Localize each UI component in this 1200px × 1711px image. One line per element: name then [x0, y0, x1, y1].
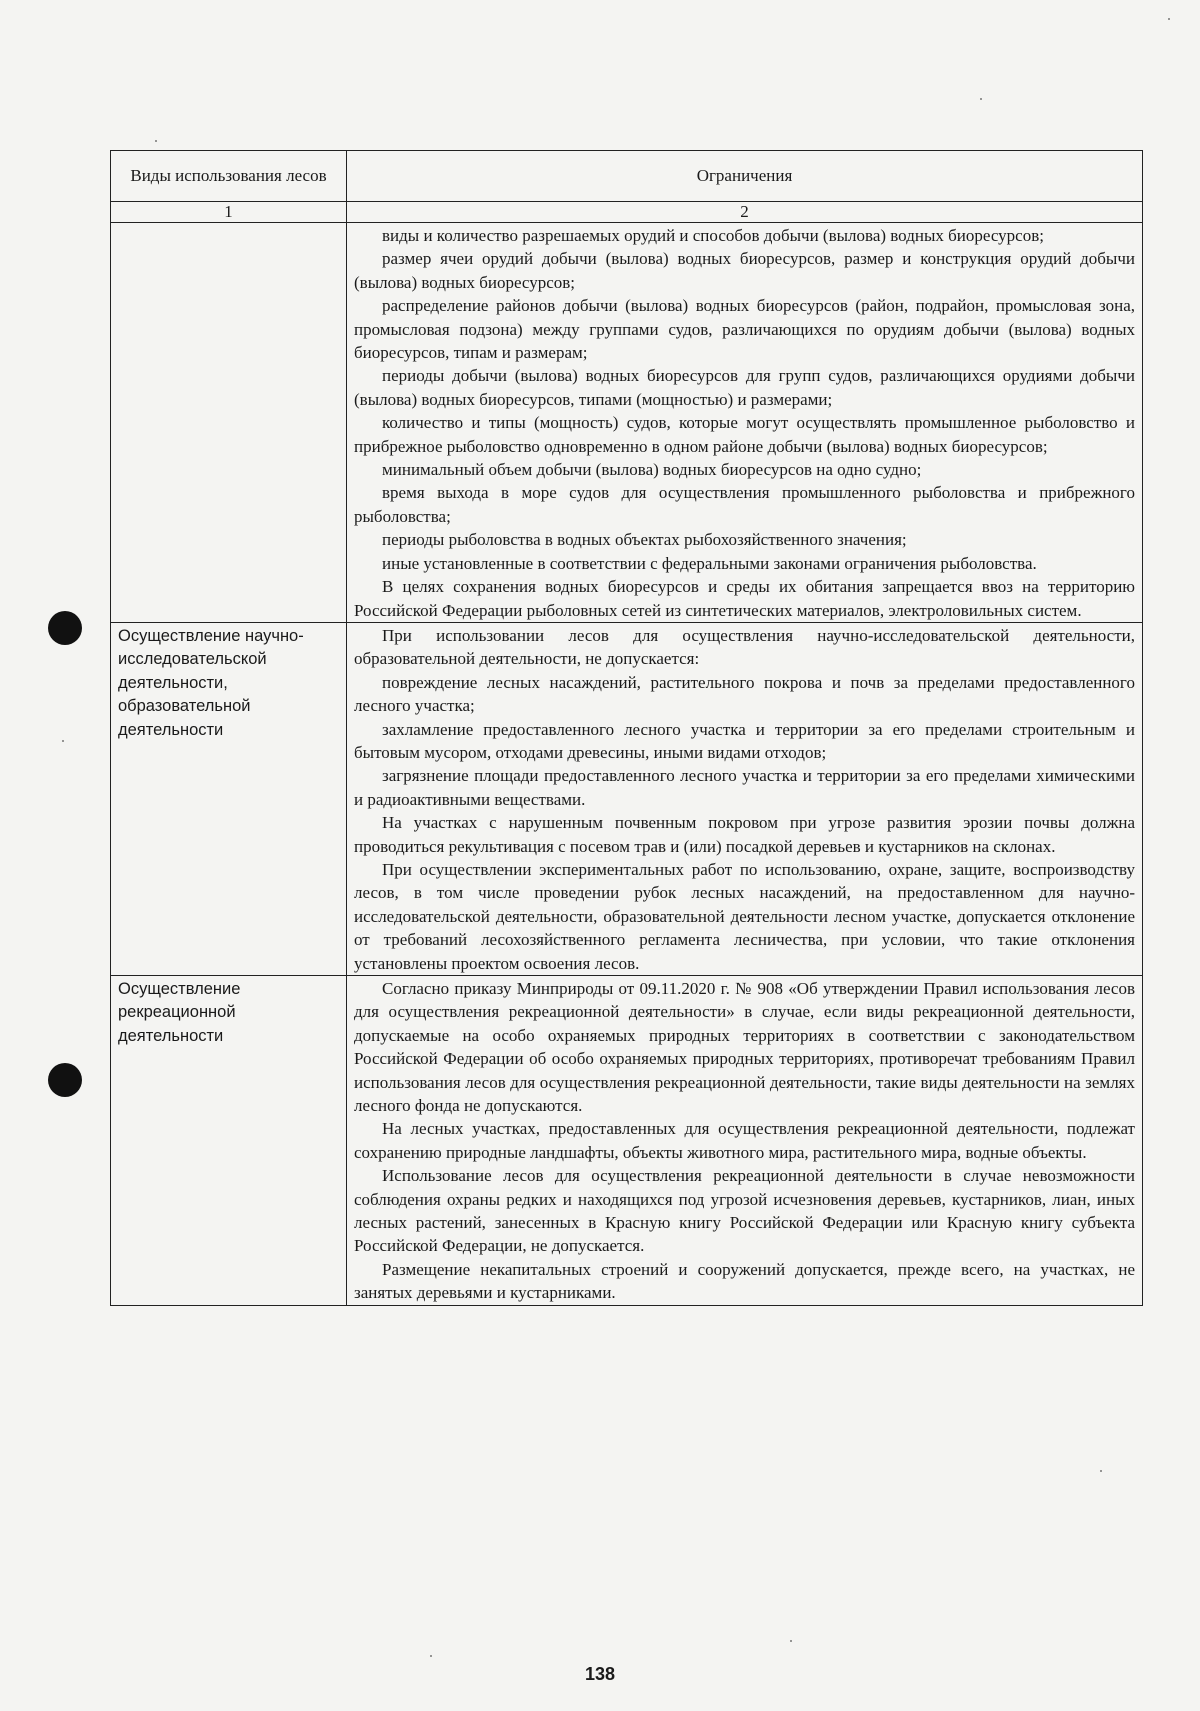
header-restrictions: Ограничения — [347, 151, 1143, 202]
restrictions-cell — [347, 223, 1143, 623]
forest-use-cell: Осуществление научно-исследовательской деятельности, образовательной деятельности — [111, 622, 347, 975]
header-row — [111, 151, 1143, 202]
scan-speck — [980, 98, 982, 100]
restriction-paragraph: Согласно приказу Минприроды от 09.11.2020 г. № 908 «Об утверждении Правил использования лесов для осуществления рекреационной деятельности» в случае, если виды рекреационной деятельности, допускаемые на особо охраняемых природных территориях в соответствии с законодательством Российской Федерации об особо охраняемых природных территориях, противоречат требованиям Правил использования лесов для осуществления рекреационной деятельности, такие виды деятельности на землях лесного фонда не допускаются. — [354, 979, 1135, 1116]
page-number: 138 — [584, 1664, 616, 1684]
table-row-recreation — [111, 976, 1143, 1306]
restriction-paragraph: количество и типы (мощность) судов, которые могут осуществлять промышленное рыболовство и прибрежное рыболовство одновременно в одном районе добычи (вылова) водных биоресурсов; — [354, 413, 1135, 456]
column-number-row — [111, 202, 1143, 223]
table-row-fishing-continuation — [111, 223, 1143, 623]
punch-hole-top — [48, 611, 82, 645]
scan-speck — [1100, 1470, 1102, 1472]
restriction-paragraph: виды и количество разрешаемых орудий и способов добычи (вылова) водных биоресурсов; — [382, 226, 1044, 245]
use-restrictions-table — [110, 150, 1143, 1306]
restriction-paragraph: Использование лесов для осуществления рекреационной деятельности в случае невозможности соблюдения охраны редких и находящихся под угрозой исчезновения деревьев, кустарников, лиан, иных лесных растений, занесенных в Красную книгу Российской Федерации или Красную книгу субъекта Российской Федерации, не допускается. — [354, 1166, 1135, 1256]
restriction-paragraph: периоды рыболовства в водных объектах рыбохозяйственного значения; — [382, 530, 907, 550]
restriction-paragraph: распределение районов добычи (вылова) водных биоресурсов (район, подрайон, промысловая зона, промысловая подзона) между группами судов, различающихся по орудиям добычи (вылова) водных биоресурсов, типам и размерам; — [354, 296, 1135, 363]
restriction-paragraph: В целях сохранения водных биоресурсов и среды их обитания запрещается ввоз на территорию Российской Федерации рыболовных сетей из синтетических материалов, электроловильных систем. — [354, 577, 1135, 620]
restriction-paragraph: загрязнение площади предоставленного лесного участка и территории за его пределами химическими и радиоактивными веществами. — [354, 766, 1135, 809]
table-row-research-education — [111, 622, 1143, 975]
restriction-paragraph: При осуществлении экспериментальных работ по использованию, охране, защите, воспроизводству лесов, в том числе проведении рубок лесных насаждений, на предоставленном для научно-исследовательской деятельности, образовательной деятельности лесном участке, допускается отклонение от требований лесохозяйственного регламента лесничества, при условии, что такие отклонения установлены проектом освоения лесов. — [354, 859, 1135, 973]
forest-use-cell: Осуществление рекреационной деятельности — [111, 976, 347, 1306]
restriction-paragraph: иные установленные в соответствии с федеральными законами ограничения рыболовства. — [382, 553, 1037, 573]
scan-speck — [430, 1655, 432, 1657]
forest-use-cell — [111, 223, 347, 623]
scan-speck — [62, 740, 64, 742]
restriction-paragraph: размер ячеи орудий добычи (вылова) водных биоресурсов, размер и конструкция орудий добычи (вылова) водных биоресурсов; — [354, 249, 1135, 292]
restrictions-cell — [347, 622, 1143, 975]
restriction-paragraph: минимальный объем добычи (вылова) водных биоресурсов на одно судно; — [382, 460, 922, 480]
column-number-2: 2 — [347, 202, 1143, 223]
restriction-paragraph: периоды добычи (вылова) водных биоресурсов для групп судов, различающихся орудиями добычи (вылова) водных биоресурсов, типами (мощностью) и размерами; — [354, 366, 1135, 409]
header-forest-use-types: Виды использования лесов — [111, 151, 347, 202]
scan-speck — [1168, 18, 1170, 20]
restrictions-cell — [347, 976, 1143, 1306]
restriction-paragraph: На участках с нарушенным почвенным покровом при угрозе развития эрозии почвы должна проводиться рекультивация с посевом трав и (или) посадкой деревьев и кустарников на склонах. — [354, 813, 1135, 856]
restriction-paragraph: повреждение лесных насаждений, растительного покрова и почв за пределами предоставленного лесного участка; — [354, 672, 1135, 716]
column-number-1: 1 — [111, 202, 347, 223]
restriction-paragraph: Размещение некапитальных строений и сооружений допускается, прежде всего, на участках, не занятых деревьями и кустарниками. — [354, 1259, 1135, 1303]
restriction-paragraph: При использовании лесов для осуществления научно-исследовательской деятельности, образовательной деятельности, не допускается: — [354, 625, 1135, 669]
restriction-paragraph: время выхода в море судов для осуществления промышленного рыболовства и прибрежного рыболовства; — [354, 483, 1135, 526]
punch-hole-bottom — [48, 1063, 82, 1097]
scan-speck — [155, 140, 157, 142]
scan-speck — [790, 1640, 792, 1642]
restriction-paragraph: захламление предоставленного лесного участка и территории за его пределами строительным и бытовым мусором, отходами древесины, иными видами отходов; — [354, 719, 1135, 762]
restriction-paragraph: На лесных участках, предоставленных для осуществления рекреационной деятельности, подлежат сохранению природные ландшафты, объекты животного мира, растительного мира, водные объекты. — [354, 1119, 1135, 1162]
